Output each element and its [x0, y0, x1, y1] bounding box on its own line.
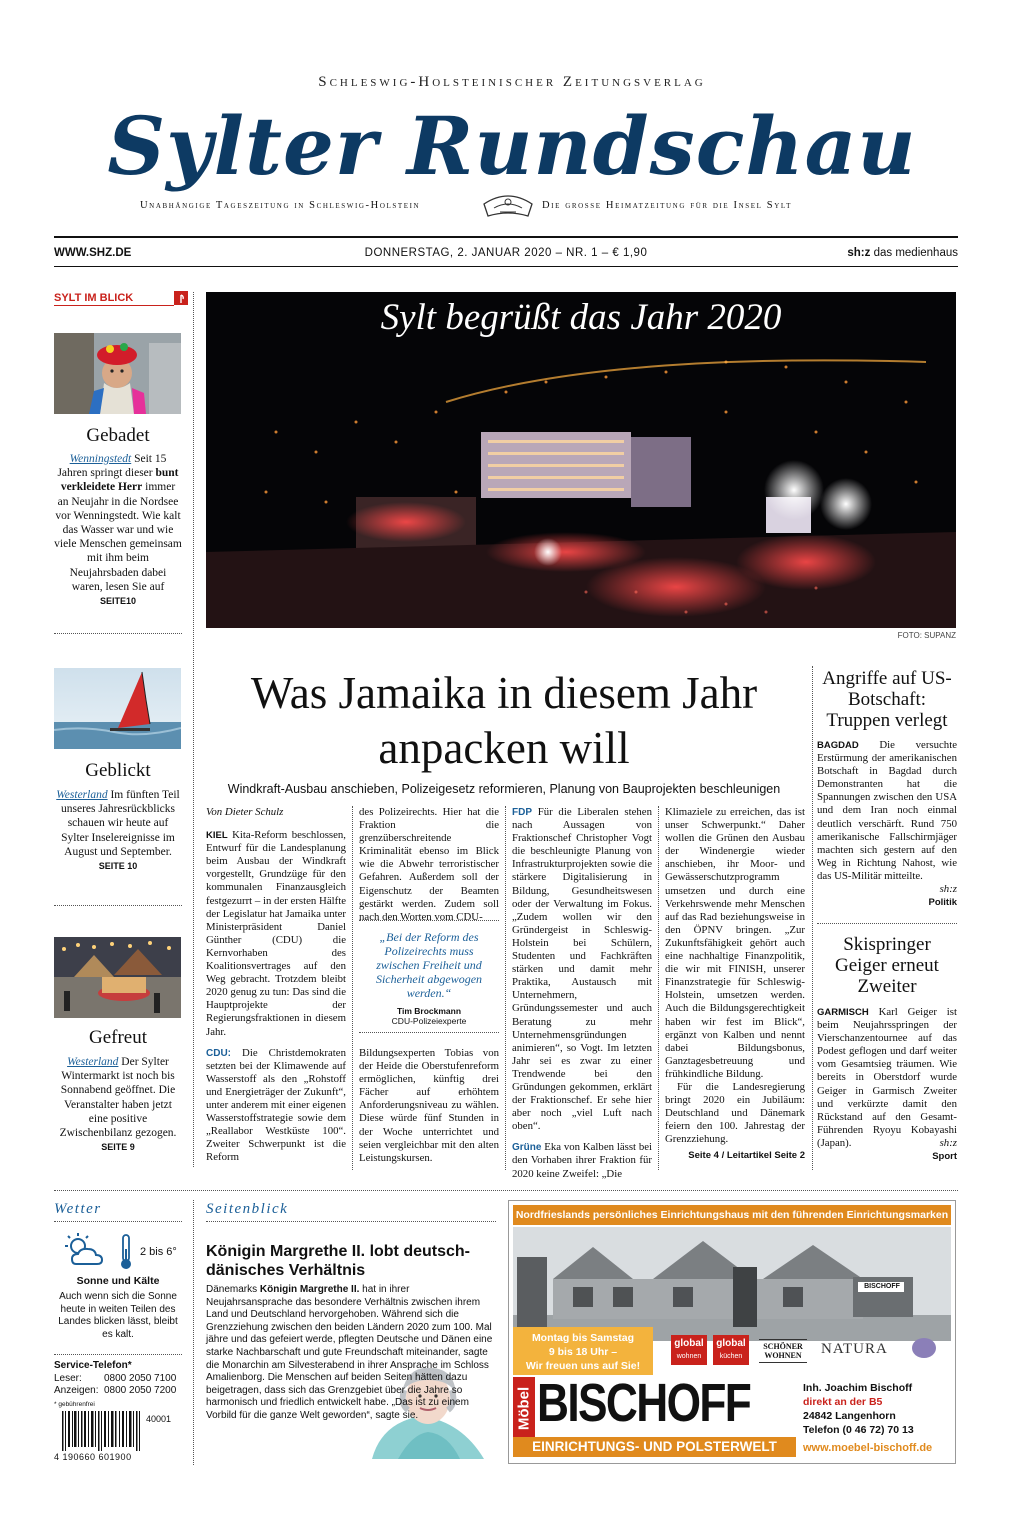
byline: Von Dieter Schulz — [206, 806, 284, 818]
brand1-name: global — [674, 1338, 704, 1349]
dateline-garmisch: GARMISCH — [817, 1007, 869, 1018]
sidebar-label-rule — [54, 305, 174, 306]
sidebar-photo-windsurf — [54, 668, 181, 749]
ad-phone[interactable]: Telefon (0 46 72) 70 13 — [803, 1424, 914, 1436]
col2-paragraph-1: des Polizeirechts. Hier hat die Fraktion die grenzüberschreitende Kriminalität ebenso im Blick wie die Abwehr terroristischer Gefahren. Außerdem soll der Eigenschutz der Beamten gestärkt werden. Zudem soll nach den Worten vom CDU- — [359, 806, 499, 923]
party-gruene: Grüne — [512, 1142, 542, 1154]
ads-label: Anzeigen: — [54, 1385, 99, 1396]
right-divider — [817, 923, 957, 924]
brand-logo: sh:z — [847, 247, 871, 259]
sylt-im-blick-label: SYLT IM BLICK — [54, 292, 134, 304]
photo-credit: FOTO: SUPANZ — [897, 631, 956, 640]
crest-icon — [480, 190, 536, 220]
sidebar-heading-3: Gefreut — [88, 1027, 148, 1048]
right-story-2-text: Karl Geiger ist beim Neujahrsspringen der Vierschanzentournee auf das Podest geflogen und darf weiter vom Gesamtsieg träumen. Wie bereits in Oberstdorf wurde Geiger in Garmisch Zweiter und verkürzte damit den Rückstand auf den Gesamt-Führenden Ryoyu Kobayashi (Japan). — [817, 1006, 957, 1149]
column-divider-2 — [505, 806, 506, 1170]
barcode-number: 4 190660 601900 — [54, 1452, 132, 1462]
brand-oval-logo — [905, 1333, 943, 1367]
tagline-left: Unabhängige Tageszeitung in Schleswig-Holstein — [140, 200, 421, 211]
sidebar-photo-market — [54, 937, 181, 1018]
barcode-icon — [62, 1411, 142, 1451]
right-story-1-text: Die versuchte Erstürmung der amerikanischen Botschaft in Bagdad durch Demonstranten hat die Spannungen zwischen den USA und dem Iran noch einmal deutlich verschärft. Rund 750 amerikanische Fallschirmjäger machten sich gestern auf den Weg in Richtung Nahost, wie das US-Militär mitteilte. — [817, 739, 957, 882]
publisher-line: Schleswig-Holsteinischer Zeitungsverlag — [318, 74, 706, 90]
sidebar-text-1-bold: bunt verkleidete Herr — [60, 467, 179, 494]
right-story-2-sig: sh:z — [939, 1137, 957, 1150]
weather-headline: Sonne und Kälte — [76, 1275, 160, 1287]
website-link[interactable]: WWW.SHZ.DE — [54, 247, 132, 259]
brand-natura-logo: NATURA — [821, 1341, 888, 1357]
right-story-1-sig: sh:z — [939, 883, 957, 896]
brand-text: das medienhaus — [873, 247, 958, 259]
ad-strip: EINRICHTUNGS- UND POLSTERWELT — [513, 1437, 796, 1457]
sidebar-divider-2 — [54, 905, 182, 906]
brand-global-kuechen-logo — [713, 1335, 749, 1365]
sidebar-text-1-lead: Seit 15 Jahren springt dieser — [57, 453, 167, 480]
ad-owner: Inh. Joachim Bischoff — [803, 1382, 913, 1394]
hours-line-1: Montag bis Samstag — [531, 1332, 635, 1344]
sidebar-text-3-body: Der Sylter Wintermarkt ist noch bis Sonnabend geöffnet. Die Veranstalter haben jetzt eine positive Zwischenbilanz gezogen. — [59, 1056, 177, 1140]
seitenblick-body: hat in ihrer Neujahrsansprache das besondere Verhältnis zwischen ihrem Land und Deutschland hervorgehoben. Während sich die Grenzziehung zwischen den beiden Ländern 2020 zum 100. Mal jähre und das gefeiert werde, pflegten Deutsche und Dänen eine starke Nachbarschaft und gute Freundschaft miteinander, sagte die Monarchin am Silvesterabend in ihrer Ansprache im Schloss Amalienborg. Die Menschen auf beiden Seiten hätten dazu beigetragen, dass sich das Grenzgebiet über die Jahre so harmonisch und friedlich entwickelt habe. „Das ist zu einem Vorbild für die ganze Welt geworden“, sagte sie. — [206, 1284, 493, 1421]
weather-text: Auch wenn sich die Sonne heute in weiten Teilen des Landes blicken lässt, bleibt es kalt. — [58, 1291, 178, 1340]
thermometer-icon — [118, 1233, 134, 1271]
page-ref-2[interactable]: SEITE 10 — [98, 861, 138, 872]
right-story-1 — [817, 739, 957, 909]
ad-building-sign: BISCHOFF — [864, 1283, 900, 1290]
brand1-sub: wohnen — [676, 1353, 702, 1360]
partly-cloudy-icon — [62, 1232, 110, 1268]
quote-role: CDU-Polizeiexperte — [391, 1016, 467, 1026]
article-column-2b — [359, 1047, 499, 1165]
sylt-icon — [174, 291, 188, 305]
column-divider-3 — [658, 806, 659, 1170]
section-ref-sport[interactable]: Sport — [932, 1151, 957, 1163]
article-column-3 — [512, 806, 652, 1181]
section-ref-politik[interactable]: Politik — [928, 897, 957, 909]
col4-paragraph-2: Für die Landesregierung bringt 2020 ein Jubiläum: Deutschland und Dänemark feiern den 100. Jahrestag der Grenzziehung. — [665, 1080, 805, 1146]
quote-author: Tim Brockmann — [396, 1006, 462, 1016]
page-ref-1[interactable]: SEITE10 — [99, 596, 137, 607]
column-divider-1 — [352, 806, 353, 1170]
seitenblick-lead-bold: Königin Margrethe II. — [259, 1284, 360, 1295]
page-ref-3[interactable]: SEITE 9 — [101, 1142, 135, 1153]
right-story-2 — [817, 1006, 957, 1163]
brand-schoener-wohnen-logo: SCHÖNER WOHNEN — [759, 1339, 807, 1363]
article-column-2 — [359, 806, 499, 924]
sidebar-text-3 — [54, 1055, 182, 1154]
col3-paragraph-1: Für die Liberalen stehen nach Aussagen von Fraktionschef Christopher Vogt die beschleunigte Planung von Infrastrukturprojekten sowie die stärkere Digitalisierung in Bildung, Gesundheitswesen oder der Verwaltung im Fokus. „Zudem wollen wir den Gründergeist in Schleswig-Holstein bei Schülern, Studenten und Fachkräften stärken und damit mehr Praktika, Austausch mit Unternehmern, Gründungssemester und auch Beratung zu mehr Unternehmensgründungen animieren“, so Vogt. Im letzten Jahr sei es zwar zu einer Trendwende bei den Gründungen gekommen, erklärt der Fraktionschef. Er sehe hier aber noch „viel Luft nach oben“. — [512, 806, 652, 1133]
sidebar-text-2 — [54, 788, 182, 873]
weather-section-title: Wetter — [54, 1201, 102, 1217]
weather-service-rule — [54, 1354, 182, 1355]
brand-global-wohnen-logo — [671, 1335, 707, 1365]
sidebar-text-1-rest: immer an Neujahr in die Nordsee vor Wenningstedt. Wie kalt das Wasser war und wie viele Menschen gemeinsam mit ihm beim Neujahrsbaden dabei waren, lesen Sie auf — [54, 481, 182, 593]
brand2-name: global — [716, 1338, 746, 1349]
bottom-vertical-divider — [193, 1200, 194, 1465]
col1-paragraph-1: Kita-Reform beschlossen, Entwurf für die Landesplanung beim Ausbau der Windkraft vorgestellt, Grundzüge für den kommunalen Finanzausgleich festgezurrt – in der ersten Hälfte der Legislatur hat Jamaika unter Ministerpräsident Daniel Günther (CDU) die Kernvorhaben des Koalitionsvertrages auf den Weg gebracht. Trotzdem bleibt 2020 genug zu tun: Das sind die Hauptprojekte der Regierungsfraktionen in diesem Jahr. — [206, 829, 347, 1038]
col2-paragraph-2: Bildungsexperten Tobias von der Heide die Oberstufenreform ermöglichen, künftig drei Fächer auf erhöhtem Anforderungsniveau zu wählen. Diese würde fünf Stunden in der Woche unterrichtet und seien vergleichbar mit den alten Leistungskursen. — [359, 1047, 499, 1164]
ad-banner: Nordfrieslands persönliches Einrichtungshaus mit den führenden Einrichtungsmarken — [513, 1205, 951, 1225]
brand2-sub: küchen — [719, 1353, 743, 1360]
main-subheadline: Windkraft-Ausbau anschieben, Polizeigesetz reformieren, Planung von Bauprojekten beschleunigen — [227, 782, 781, 796]
issue-info: DONNERSTAG, 2. JANUAR 2020 – NR. 1 – € 1,90 — [364, 247, 648, 259]
article-column-4 — [665, 806, 805, 1163]
ad-bischoff[interactable] — [508, 1200, 956, 1464]
sidebar-vertical-divider — [193, 292, 194, 1167]
page-ref-main[interactable]: Seite 4 / Leitartikel Seite 2 — [688, 1150, 805, 1162]
service-title: Service-Telefon* — [54, 1360, 132, 1371]
barcode-issue-number: 40001 — [146, 1414, 172, 1424]
seitenblick-title-rule — [206, 1221, 496, 1222]
sidebar-heading-1: Gebadet — [86, 425, 150, 446]
seitenblick-headline[interactable]: Königin Margrethe II. lobt deutsch-dänisches Verhältnis — [206, 1243, 470, 1279]
sidebar-text-1 — [54, 452, 182, 608]
hero-caption: Sylt begrüßt das Jahr 2020 — [380, 297, 782, 338]
party-fdp: FDP — [512, 807, 532, 818]
col3-paragraph-2: Eka von Kalben lässt bei den Vorhaben ihrer Fraktion für 2020 keine Zweifel: „Die — [512, 1141, 653, 1180]
ad-url[interactable]: www.moebel-bischoff.de — [803, 1442, 933, 1454]
ad-location: direkt an der B5 — [803, 1396, 883, 1408]
newspaper-title: Sylter Rundschau — [107, 99, 917, 193]
pull-quote: „Bei der Reform des Polizeirechts muss zwischen Freiheit und Sicherheit abgewogen werden.“ — [375, 930, 483, 1000]
ad-brand-name: BISCHOFF — [537, 1373, 751, 1433]
right-headline-2[interactable]: Skispringer Geiger erneut Zweiter — [835, 934, 939, 997]
col1-paragraph-2: Die Christdemokraten setzten bei der Klimawende auf Wasserstoff als den „Rohstoff und Energieträger der Zukunft“, unter anderem mit einer eigenen Wasserstoffstrategie sowie dem „Reallabor Westküste 100“. Zweiter Schwerpunkt ist die Reform — [206, 1046, 346, 1164]
place-link-3[interactable]: Westerland — [67, 1056, 119, 1068]
ads-phone[interactable]: 0800 2050 7200 — [104, 1385, 177, 1396]
tagline-right: Die grosse Heimatzeitung für die Insel Sylt — [542, 200, 792, 211]
reader-phone[interactable]: 0800 2050 7100 — [104, 1372, 177, 1384]
hours-line-3: Wir freuen uns auf Sie! — [525, 1360, 641, 1372]
ad-moebel-label: Möbel — [515, 1386, 533, 1431]
dateline-rule — [54, 266, 958, 267]
quote-rule-top — [359, 920, 499, 921]
sidebar-heading-2: Geblickt — [85, 760, 151, 781]
main-headline[interactable]: Was Jamaika in diesem Jahr anpacken will — [250, 668, 758, 773]
hours-line-2: 9 bis 18 Uhr – — [548, 1346, 618, 1358]
sidebar-text-2-body: Im fünften Teil unseres Jahresrückblicks schauen wir heute auf Sylter Inselereignisse im August und September. — [60, 789, 180, 858]
dateline — [54, 247, 958, 263]
ad-opening-hours — [513, 1327, 653, 1375]
weather-temp: 2 bis 6° — [140, 1246, 177, 1258]
sidebar-divider-1 — [54, 633, 182, 634]
free-note: * gebührenfrei — [54, 1400, 95, 1408]
right-column-divider — [812, 666, 813, 1170]
brand-mark — [847, 247, 958, 259]
bottom-divider — [54, 1190, 958, 1191]
hero-photo-fireworks — [206, 292, 956, 628]
weather-title-rule — [54, 1221, 182, 1222]
service-phone-box — [54, 1360, 182, 1411]
ad-postal: 24842 Langenhorn — [803, 1410, 896, 1422]
quote-attribution — [359, 1006, 499, 1026]
reader-label: Leser: — [54, 1372, 82, 1384]
article-column-1 — [206, 806, 346, 1164]
place-link-2[interactable]: Westerland — [56, 789, 108, 801]
place-link-1[interactable]: Wenningstedt — [69, 453, 132, 465]
col4-paragraph-1: Klimaziele zu erreichen, das ist unser Schwerpunkt.“ Daher wollen die Grünen den Ausbau der Windenergie wieder anschieben, ihr Moor- und Gewässerschutzprogramm umsetzen und durch eine Verkehrswende mehr Menschen auf das Rad beziehungsweise in den ÖPNV bringen. „Zur Zukunftsfähigkeit gehört auch eine nachhaltige Finanzpolitik, die wir mit FINISH, unserer Finanzstrategie für Schleswig-Holstein, umsetzen werden. Auch die Bildungsgerechtigkeit haben wir fest im Blick“, ergänzt von Kalben und nennt dabei Bildungsbonus, Ganztagesbetreuung und frühkindliche Bildung. — [665, 806, 805, 1080]
seitenblick-text — [206, 1284, 498, 1423]
seitenblick-section-title: Seitenblick — [206, 1201, 289, 1217]
party-cdu: CDU: — [206, 1047, 231, 1059]
right-headline-1[interactable]: Angriffe auf US-Botschaft: Truppen verlegt — [822, 668, 952, 731]
dateline-kiel: KIEL — [206, 830, 228, 842]
seitenblick-lead: Dänemarks — [206, 1284, 258, 1295]
quote-rule-bottom — [359, 1032, 499, 1033]
dateline-bagdad: BAGDAD — [817, 740, 859, 751]
ad-address — [803, 1381, 914, 1437]
sidebar-photo-bather — [54, 333, 181, 414]
top-rule — [54, 236, 958, 238]
